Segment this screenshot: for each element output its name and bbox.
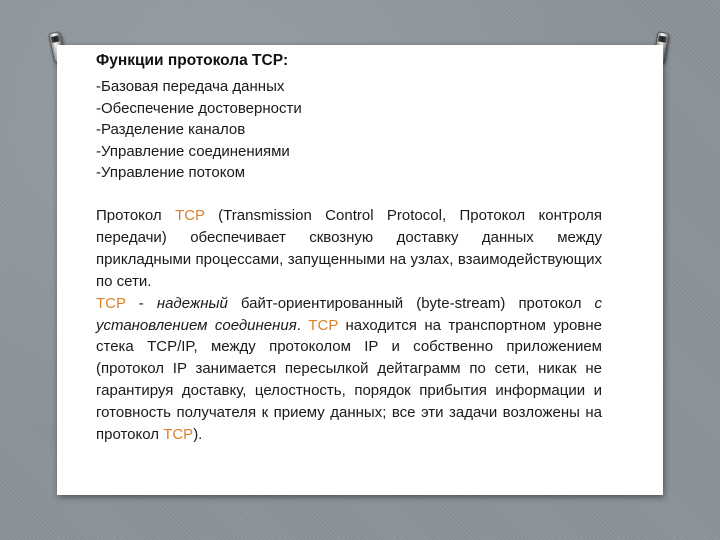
paragraph-text: ). xyxy=(193,426,203,444)
tcp-term: TCP xyxy=(96,294,126,312)
tcp-term: TCP xyxy=(163,426,194,444)
paragraph-text: . xyxy=(296,316,309,334)
description-text xyxy=(96,205,602,446)
paragraph-text: (Transmission Control Protocol, Протокол контроля передачи) обеспечивает сквозную доставку данных между прикладными процессами, запущенными на узлах, взаимодействующих по сети. xyxy=(96,207,602,290)
tcp-term: TCP xyxy=(308,316,339,334)
list-item: -Управление соединениями xyxy=(96,142,290,160)
tcp-term: TCP xyxy=(175,207,205,224)
list-item: -Базовая передача данных xyxy=(96,78,285,95)
italic-text: с установлением соединения xyxy=(96,294,602,334)
italic-text: надежный xyxy=(156,294,228,312)
dash-text: - xyxy=(125,294,157,312)
list-item: -Управление потоком xyxy=(96,164,246,182)
slide-title: Функции протокола TCP: xyxy=(96,52,289,69)
list-item: -Разделение каналов xyxy=(96,121,246,139)
paragraph-text: байт-ориентированный (byte-stream) протокол xyxy=(227,294,595,312)
functions-list xyxy=(96,76,302,184)
list-item: -Обеспечение достоверности xyxy=(96,99,302,117)
paragraph-text: находится на транспортном уровне стека TCP/IP, между протоколом IP и собственно приложением (протокол IP занимается пересылкой дейтаграмм по сети, никак не гарантируя доставку, целостность, порядок прибытия информации и готовность получателя к приему данных; все эти задачи возложены на протокол xyxy=(96,316,602,444)
paragraph-text: Протокол xyxy=(96,207,176,224)
